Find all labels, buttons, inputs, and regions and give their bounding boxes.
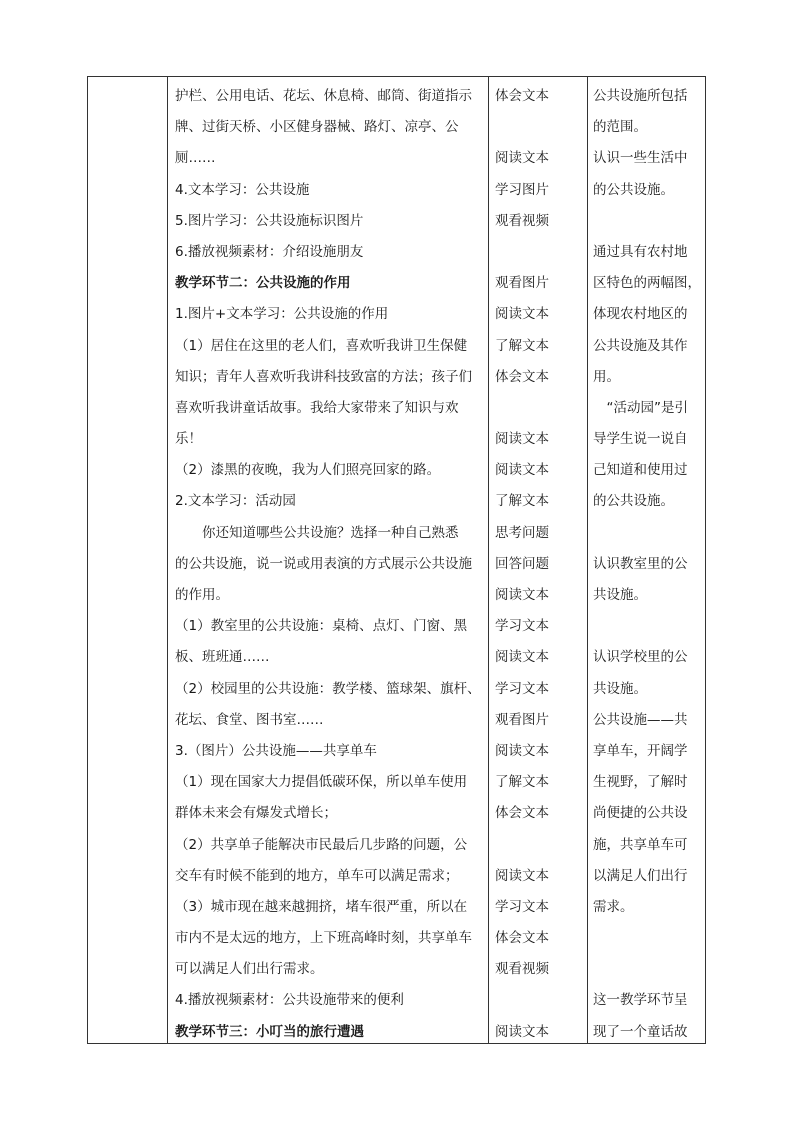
intent-text-line: 公共设施——共	[593, 711, 688, 728]
content-text-line: （2）校园里的公共设施：教学楼、篮球架、旗杆、	[175, 680, 481, 697]
content-text-line: （1）居住在这里的老人们，喜欢听我讲卫生保健	[175, 337, 468, 354]
intent-text-line	[593, 206, 705, 237]
activity-text-line	[495, 985, 591, 1016]
content-text-line: 市内不是太远的地方，上下班高峰时刻，共享单车	[175, 930, 472, 947]
activity-text-line: 学习图片	[495, 181, 549, 198]
intent-text-line: 体现农村地区的	[593, 306, 688, 323]
content-text-line: 教学环节二：公共设施的作用	[175, 275, 351, 292]
student-activity-column	[495, 81, 591, 1048]
content-text-line: 板、班班通……	[175, 649, 270, 666]
intent-text-line: 生视野，了解时	[593, 774, 688, 791]
intent-text-line: “活动园”是引	[593, 399, 688, 416]
intent-text-line: 区特色的两幅图，	[593, 275, 701, 292]
content-text-line: 护栏、公用电话、花坛、休息椅、邮筒、街道指示	[175, 88, 472, 104]
intent-text-line: 以满足人们出行	[593, 867, 688, 884]
content-text-line: 牌、过街天桥、小区健身器械、路灯、凉亭、公	[175, 119, 459, 136]
lesson-table	[87, 76, 706, 1044]
activity-text-line: 了解文本	[495, 774, 549, 791]
intent-text-line: 享单车，开阔学	[593, 742, 688, 759]
intent-text-line: 认识教室里的公	[593, 555, 688, 572]
intent-text-line	[593, 923, 705, 954]
activity-text-line: 体会文本	[495, 930, 549, 947]
content-text-line: （2）漆黑的夜晚，我为人们照亮回家的路。	[175, 462, 441, 479]
intent-text-line: 公共设施所包括	[593, 88, 688, 104]
content-text-line: 教学环节三：小叮当的旅行遭遇	[175, 1023, 364, 1040]
activity-text-line: 了解文本	[495, 337, 549, 354]
intent-text-line: 施，共享单车可	[593, 836, 688, 853]
intent-text-line: 己知道和使用过	[593, 462, 688, 479]
content-text-line: 交车有时候不能到的地方，单车可以满足需求；	[175, 867, 459, 884]
activity-text-line: 观看图片	[495, 711, 549, 728]
content-text-line: 5.图片学习：公共设施标识图片	[175, 212, 364, 229]
content-text-line: （1）教室里的公共设施：桌椅、点灯、门窗、黑	[175, 618, 468, 635]
activity-text-line: 阅读文本	[495, 649, 549, 666]
content-text-line: 的公共设施，说一说或用表演的方式展示公共设施	[175, 555, 472, 572]
intent-text-line	[593, 518, 705, 549]
content-text-line: 2.文本学习：活动园	[175, 493, 296, 510]
activity-text-line: 学习文本	[495, 680, 549, 697]
activity-text-line: 阅读文本	[495, 150, 549, 167]
content-text-line: （2）共享单子能解决市民最后几步路的问题，公	[175, 836, 468, 853]
activity-text-line: 体会文本	[495, 368, 549, 385]
content-text-line: 花坛、食堂、图书室……	[175, 711, 324, 728]
intent-text-line: 的公共设施。	[593, 493, 674, 510]
intent-text-line: 这一教学环节呈	[593, 992, 688, 1009]
intent-text-line: 共设施。	[593, 680, 647, 697]
activity-text-line: 阅读文本	[495, 306, 549, 323]
activity-text-line	[495, 112, 591, 143]
activity-text-line	[495, 237, 591, 268]
intent-text-line: 导学生说一说自	[593, 431, 688, 448]
content-text-line: （3）城市现在越来越拥挤，堵车很严重，所以在	[175, 898, 468, 915]
activity-text-line: 阅读文本	[495, 587, 549, 603]
activity-text-line: 体会文本	[495, 805, 549, 822]
activity-text-line: 阅读文本	[495, 867, 549, 884]
intent-text-line	[593, 611, 705, 642]
activity-text-line: 阅读文本	[495, 431, 549, 448]
intent-text-line: 的公共设施。	[593, 181, 674, 198]
activity-text-line: 阅读文本	[495, 1023, 549, 1040]
content-text-line: 4.文本学习：公共设施	[175, 181, 310, 198]
activity-text-line: 学习文本	[495, 898, 549, 915]
intent-text-line: 公共设施及其作	[593, 337, 688, 354]
intent-text-line: 认识一些生活中	[593, 150, 688, 167]
intent-text-line: 现了一个童话故	[593, 1023, 688, 1040]
intent-text-line: 认识学校里的公	[593, 649, 688, 666]
content-text-line: （1）现在国家大力提倡低碳环保，所以单车使用	[175, 774, 468, 791]
content-text-line: 知识；青年人喜欢听我讲科技致富的方法；孩子们	[175, 368, 472, 385]
activity-text-line: 观看图片	[495, 275, 549, 292]
teaching-content-column	[175, 81, 491, 1048]
activity-text-line: 阅读文本	[495, 742, 549, 759]
design-intent-column	[593, 81, 705, 1048]
content-text-line: 4.播放视频素材：公共设施带来的便利	[175, 992, 404, 1009]
activity-text-line: 回答问题	[495, 555, 549, 572]
content-text-line: 6.播放视频素材：介绍设施朋友	[175, 243, 364, 260]
content-text-line: 的作用。	[175, 587, 229, 603]
intent-text-line: 通过具有农村地	[593, 243, 688, 260]
activity-text-line: 思考问题	[495, 524, 549, 541]
activity-text-line: 观看视频	[495, 961, 549, 978]
intent-text-line: 用。	[593, 368, 620, 385]
activity-text-line: 体会文本	[495, 88, 549, 104]
column-divider	[167, 77, 168, 1043]
content-text-line: 群体未来会有爆发式增长；	[175, 805, 337, 822]
activity-text-line: 阅读文本	[495, 462, 549, 479]
content-text-line: 你还知道哪些公共设施？选择一种自己熟悉	[175, 524, 459, 541]
content-text-line: 1.图片+文本学习：公共设施的作用	[175, 306, 389, 323]
intent-text-line: 需求。	[593, 898, 634, 915]
activity-text-line: 了解文本	[495, 493, 549, 510]
intent-text-line: 的范围。	[593, 119, 647, 136]
content-text-line: 乐！	[175, 431, 202, 448]
content-text-line: 可以满足人们出行需求。	[175, 961, 324, 978]
content-text-line: 3.（图片）公共设施——共享单车	[175, 742, 377, 759]
activity-text-line: 学习文本	[495, 618, 549, 635]
intent-text-line: 共设施。	[593, 587, 647, 603]
activity-text-line: 观看视频	[495, 212, 549, 229]
activity-text-line	[495, 830, 591, 861]
content-text-line: 厕……	[175, 150, 216, 167]
content-text-line: 喜欢听我讲童话故事。我给大家带来了知识与欢	[175, 399, 459, 416]
activity-text-line	[495, 393, 591, 424]
intent-text-line	[593, 954, 705, 985]
intent-text-line: 尚便捷的公共设	[593, 805, 688, 822]
